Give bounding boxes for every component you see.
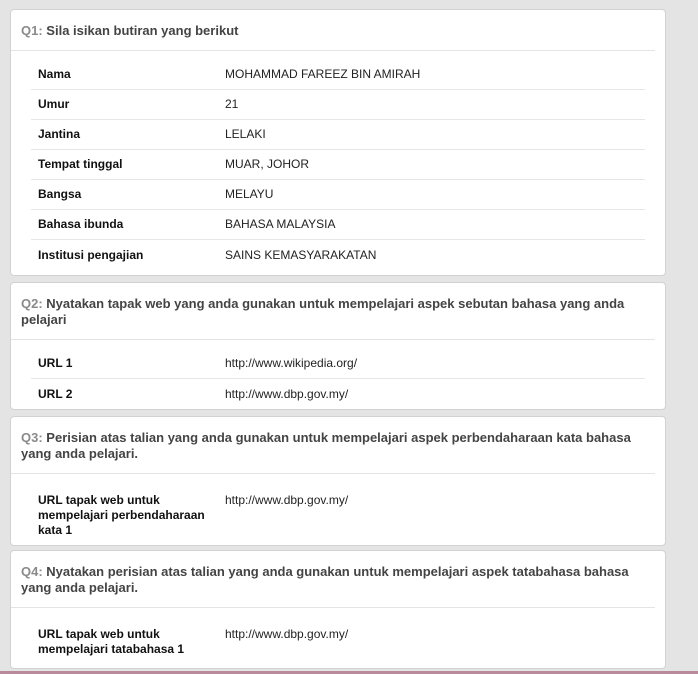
table-row <box>31 483 645 545</box>
question-number: Q4: <box>21 564 43 579</box>
answer-table <box>31 617 645 667</box>
table-row <box>31 90 645 120</box>
question-4-heading <box>11 551 655 608</box>
field-value: BAHASA MALAYSIA <box>225 217 336 231</box>
question-2-panel <box>10 282 666 410</box>
table-row <box>31 180 645 210</box>
question-number: Q3: <box>21 430 43 445</box>
field-value: http://www.dbp.gov.my/ <box>225 627 349 641</box>
question-number: Q1: <box>21 23 43 38</box>
field-label: URL 2 <box>38 386 73 401</box>
field-label: URL tapak web untuk mempelajari perbendaharaan kata 1 <box>38 493 205 537</box>
question-2-heading <box>11 283 655 340</box>
table-row <box>31 210 645 240</box>
question-text: Nyatakan perisian atas talian yang anda gunakan untuk mempelajari aspek tatabahasa bahasa yang anda pelajari. <box>21 564 629 595</box>
field-value: SAINS KEMASYARAKATAN <box>225 247 377 262</box>
field-label: URL 1 <box>38 356 73 370</box>
field-value: http://www.dbp.gov.my/ <box>225 386 349 401</box>
table-row <box>31 120 645 150</box>
table-row <box>31 617 645 667</box>
question-text: Sila isikan butiran yang berikut <box>46 23 239 38</box>
table-row <box>31 60 645 90</box>
question-3-heading <box>11 417 655 474</box>
field-value: http://www.dbp.gov.my/ <box>225 493 349 507</box>
field-label: Bangsa <box>38 187 82 201</box>
answer-table <box>31 349 645 409</box>
table-row <box>31 150 645 180</box>
field-value: MUAR, JOHOR <box>225 157 309 171</box>
answer-table <box>31 60 645 270</box>
question-1-panel <box>10 9 666 276</box>
field-label: Tempat tinggal <box>38 157 123 171</box>
field-label: Bahasa ibunda <box>38 217 124 231</box>
field-label: URL tapak web untuk mempelajari tatabahasa 1 <box>38 627 185 656</box>
question-number: Q2: <box>21 296 43 311</box>
question-1-heading <box>11 10 655 51</box>
field-value: http://www.wikipedia.org/ <box>225 356 358 370</box>
field-label: Nama <box>38 67 71 81</box>
field-label: Umur <box>38 97 70 111</box>
table-row <box>31 240 645 270</box>
field-value: MOHAMMAD FAREEZ BIN AMIRAH <box>225 67 421 81</box>
field-label: Jantina <box>38 127 81 141</box>
table-row <box>31 349 645 379</box>
question-3-panel <box>10 416 666 546</box>
question-text: Nyatakan tapak web yang anda gunakan untuk mempelajari aspek sebutan bahasa yang anda pelajari <box>21 296 625 327</box>
field-label: Institusi pengajian <box>38 247 144 262</box>
field-value: 21 <box>225 97 239 111</box>
table-row <box>31 379 645 409</box>
answer-table <box>31 483 645 545</box>
field-value: MELAYU <box>225 187 274 201</box>
question-4-panel <box>10 550 666 669</box>
question-text: Perisian atas talian yang anda gunakan untuk mempelajari aspek perbendaharaan kata bahasa yang anda pelajari. <box>21 430 631 461</box>
field-value: LELAKI <box>225 127 266 141</box>
